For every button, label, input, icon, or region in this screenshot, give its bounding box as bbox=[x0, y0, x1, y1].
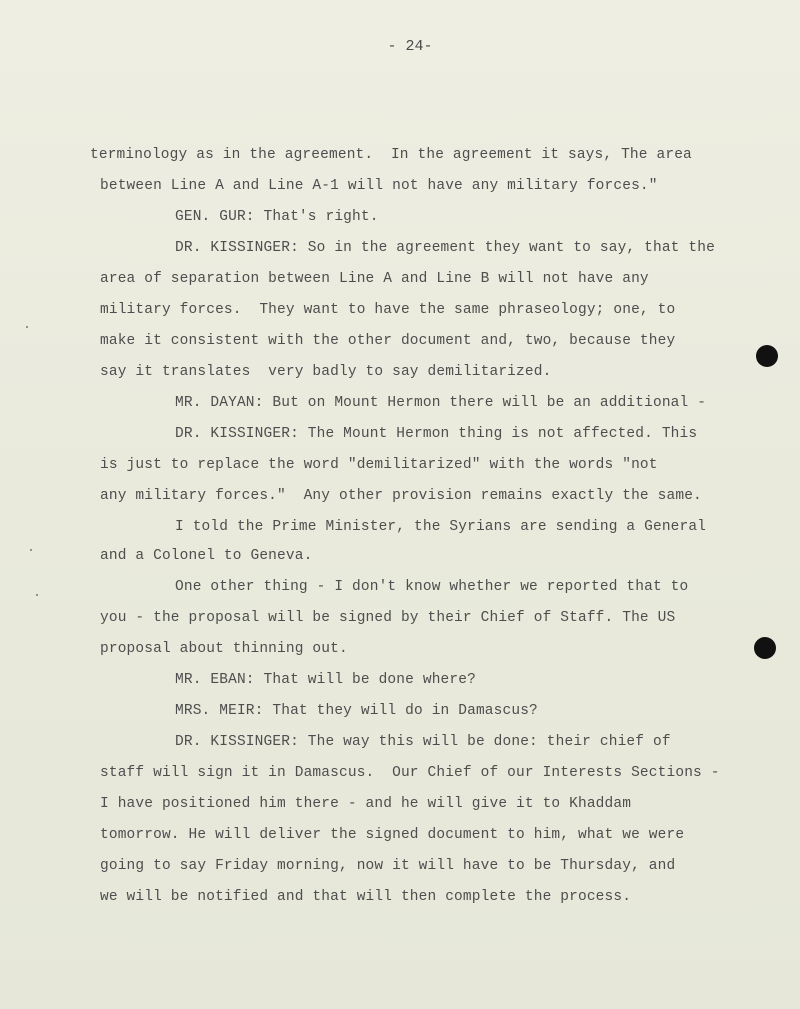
text-line-25: we will be notified and that will then complete the process. bbox=[100, 889, 632, 905]
text-line-19: MRS. MEIR: That they will do in Damascus? bbox=[175, 703, 538, 719]
paper-speck bbox=[36, 594, 38, 596]
text-line-3: GEN. GUR: That's right. bbox=[175, 209, 379, 225]
punch-hole-upper bbox=[756, 345, 778, 367]
text-line-24: going to say Friday morning, now it will have to be Thursday, and bbox=[100, 858, 676, 874]
text-line-12: any military forces." Any other provision remains exactly the same. bbox=[100, 488, 702, 504]
text-line-23: tomorrow. He will deliver the signed document to him, what we were bbox=[100, 827, 685, 843]
paper-speck bbox=[30, 549, 32, 551]
text-line-18: MR. EBAN: That will be done where? bbox=[175, 672, 476, 688]
text-line-1: terminology as in the agreement. In the agreement it says, The area bbox=[90, 147, 692, 163]
text-line-21: staff will sign it in Damascus. Our Chief of our Interests Sections - bbox=[100, 765, 720, 781]
text-line-16: you - the proposal will be signed by their Chief of Staff. The US bbox=[100, 610, 676, 626]
text-line-17: proposal about thinning out. bbox=[100, 641, 348, 657]
text-line-10: DR. KISSINGER: The Mount Hermon thing is not affected. This bbox=[175, 426, 698, 442]
punch-hole-lower bbox=[754, 637, 776, 659]
text-line-2: between Line A and Line A-1 will not have any military forces." bbox=[100, 178, 658, 194]
text-line-15: One other thing - I don't know whether we reported that to bbox=[175, 579, 689, 595]
text-line-7: make it consistent with the other document and, two, because they bbox=[100, 333, 676, 349]
text-line-6: military forces. They want to have the same phraseology; one, to bbox=[100, 302, 676, 318]
text-line-20: DR. KISSINGER: The way this will be done: their chief of bbox=[175, 734, 671, 750]
paper-speck bbox=[26, 326, 28, 328]
text-line-9: MR. DAYAN: But on Mount Hermon there will be an additional - bbox=[175, 395, 707, 411]
text-line-11: is just to replace the word "demilitarized" with the words "not bbox=[100, 457, 658, 473]
text-line-4: DR. KISSINGER: So in the agreement they want to say, that the bbox=[175, 240, 715, 256]
text-line-5: area of separation between Line A and Line B will not have any bbox=[100, 271, 649, 287]
page-number: - 24- bbox=[387, 38, 433, 55]
text-line-13: I told the Prime Minister, the Syrians are sending a General bbox=[175, 519, 707, 535]
text-line-22: I have positioned him there - and he will give it to Khaddam bbox=[100, 796, 632, 812]
text-line-8: say it translates very badly to say demilitarized. bbox=[100, 364, 552, 380]
text-line-14: and a Colonel to Geneva. bbox=[100, 548, 313, 564]
